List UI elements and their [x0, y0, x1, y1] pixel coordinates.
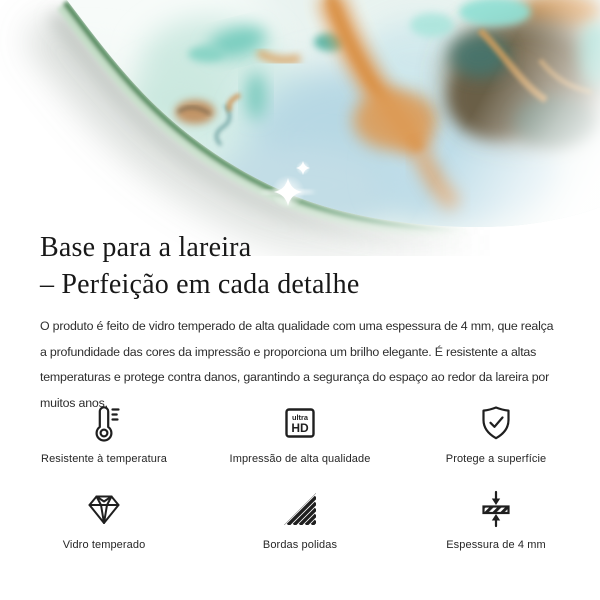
feature-print-quality — [202, 402, 398, 465]
feature-label: Vidro temperado — [62, 539, 146, 551]
feature-polished-edges — [202, 488, 398, 551]
page-title — [40, 229, 359, 303]
description-line: muitos anos. — [40, 396, 108, 411]
page-title-line2: – Perfeição em cada detalhe — [40, 269, 360, 300]
page-title-line1: Base para a lareira — [40, 232, 252, 263]
feature-label: Resistente à temperatura — [41, 453, 167, 465]
feature-tempered-glass — [6, 488, 202, 551]
feature-thickness — [398, 488, 594, 551]
polished-edges-icon — [280, 488, 320, 530]
product-photo — [0, 0, 600, 256]
glass-panel-illustration — [0, 0, 600, 256]
feature-row-1 — [0, 402, 600, 465]
feature-label: Bordas polidas — [262, 539, 338, 551]
feature-grid — [0, 402, 600, 551]
feature-surface-protection — [398, 402, 594, 465]
description-line: O produto é feito de vidro temperado de alta qualidade com uma espessura de 4 mm, que realça — [40, 319, 554, 333]
svg-text:HD: HD — [291, 421, 309, 435]
feature-label: Protege a superfície — [445, 453, 547, 465]
description-line: temperaturas e protege contra danos, garantindo a segurança do espaço ao redor da lareira por — [40, 370, 550, 385]
feature-label: Espessura de 4 mm — [446, 539, 546, 551]
feature-label: Impressão de alta qualidade — [229, 453, 371, 465]
thickness-4mm-icon — [476, 488, 516, 530]
diamond-icon — [84, 488, 124, 530]
svg-text:ultra: ultra — [291, 413, 309, 422]
thermometer-icon — [84, 402, 124, 444]
description-line: a profundidade das cores da impressão e proporciona um brilho elegante. É resistente a altas — [40, 344, 537, 359]
feature-row-2 — [0, 488, 600, 551]
feature-temperature — [6, 402, 202, 465]
ultra-hd-icon — [280, 402, 320, 444]
shield-check-icon — [476, 402, 516, 444]
